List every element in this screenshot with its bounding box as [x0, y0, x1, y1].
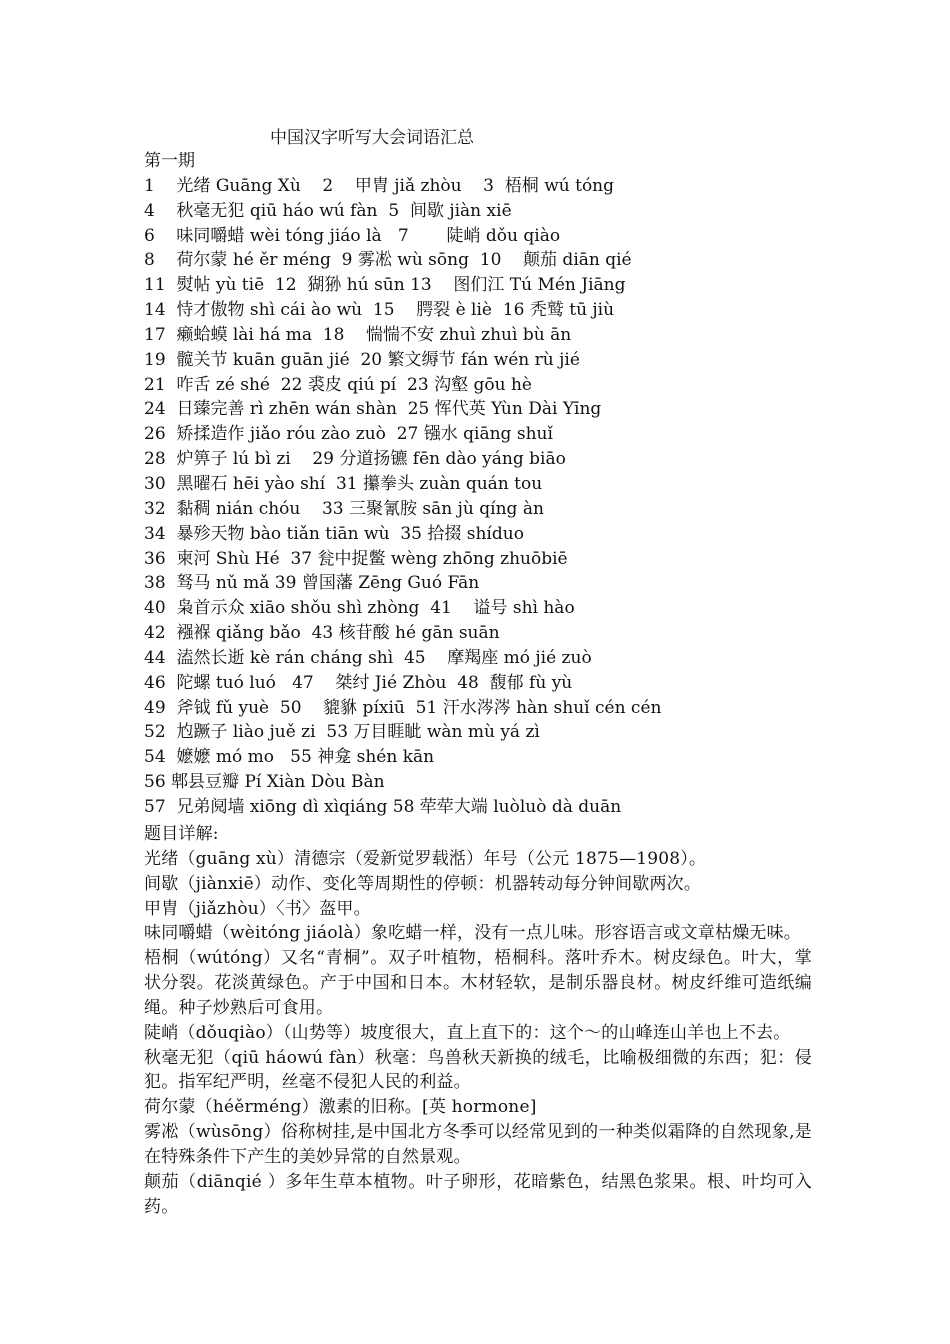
word-line: 38 驽马 nǔ mǎ 39 曾国藩 Zēng Guó Fān	[144, 573, 480, 594]
word-line: 30 黑曜石 hēi yào shí 31 攥拳头 zuàn quán tou	[144, 473, 543, 494]
word-line: 44 溘然长逝 kè rán cháng shì 45 摩羯座 mó jié zuò	[144, 647, 592, 668]
detail-paragraph: 味同嚼蜡（wèitóng jiáolà）象吃蜡一样，没有一点儿味。形容语言或文章枯燥无味。	[144, 923, 801, 944]
word-line: 52 尥蹶子 liào juě zi 53 万目睚眦 wàn mù yá zì	[144, 722, 540, 743]
detail-paragraph: 间歇（jiànxiē）动作、变化等周期性的停顿：机器转动每分钟间歇两次。	[144, 873, 702, 894]
word-line: 42 襁褓 qiǎng bǎo 43 核苷酸 hé gān suān	[144, 623, 500, 644]
word-line: 4 秋毫无犯 qiū háo wú fàn 5 间歇 jiàn xiē	[144, 200, 512, 221]
detail-paragraph: 秋毫无犯（qiū háowú fàn）秋毫：鸟兽秋天新换的绒毛，比喻极细微的东西；犯：侵犯。指军纪严明，丝毫不侵犯人民的利益。	[144, 1047, 812, 1093]
word-line: 32 黏稠 nián chóu 33 三聚氰胺 sān jù qíng àn	[144, 498, 544, 519]
section-heading: 第一期	[144, 151, 195, 171]
detail-paragraph: 陡峭（dǒuqiào）（山势等）坡度很大，直上直下的：这个～的山峰连山羊也上不去。	[144, 1022, 791, 1043]
word-line: 57 兄弟阋墙 xiōng dì xìqiáng 58 荦荦大端 luòluò dà duān	[144, 796, 622, 817]
word-line: 21 咋舌 zé shé 22 裘皮 qiú pí 23 沟壑 gōu hè	[144, 374, 532, 395]
detail-paragraph: 颠茄（diānqié ）多年生草本植物。叶子卵形，花暗紫色，结黑色浆果。根、叶均可入药。	[144, 1171, 812, 1217]
details-heading: 题目详解:	[144, 824, 219, 844]
word-line: 1 光绪 Guāng Xù 2 甲胄 jiǎ zhòu 3 梧桐 wú tóng	[144, 175, 615, 196]
word-line: 6 味同嚼蜡 wèi tóng jiáo là 7 陡峭 dǒu qiào	[144, 225, 561, 246]
word-line: 36 柬河 Shù Hé 37 瓮中捉鳖 wèng zhōng zhuōbiē	[144, 548, 568, 569]
word-line: 34 暴殄天物 bào tiǎn tiān wù 35 拾掇 shíduo	[144, 523, 524, 544]
word-line: 11 熨帖 yù tiē 12 猢狲 hú sūn 13 图们江 Tú Mén Jiāng	[144, 275, 626, 296]
word-line: 19 髋关节 kuān guān jié 20 繁文缛节 fán wén rù jié	[144, 349, 580, 370]
word-list	[144, 149, 824, 820]
document-title: 中国汉字听写大会词语汇总	[270, 128, 474, 148]
word-line: 46 陀螺 tuó luó 47 桀纣 Jié Zhòu 48 馥郁 fù yù	[144, 672, 573, 693]
word-line: 14 恃才傲物 shì cái ào wù 15 腭裂 è liè 16 秃鹫 tū jiù	[144, 300, 615, 321]
word-line: 49 斧钺 fǔ yuè 50 貔貅 píxiū 51 汗水涔涔 hàn shuǐ cén cén	[144, 697, 662, 718]
details-section	[144, 822, 812, 1220]
detail-paragraph: 甲胄（jiǎzhòu）〈书〉盔甲。	[144, 898, 371, 919]
word-line: 26 矫揉造作 jiǎo róu zào zuò 27 镪水 qiāng shuǐ	[144, 424, 553, 445]
detail-paragraph: 雾凇（wùsōng）俗称树挂,是中国北方冬季可以经常见到的一种类似霜降的自然现象,是在特殊条件下产生的美妙异常的自然景观。	[144, 1122, 812, 1167]
word-line: 40 枭首示众 xiāo shǒu shì zhòng 41 谥号 shì hào	[144, 598, 575, 619]
word-line: 8 荷尔蒙 hé ěr méng 9 雾凇 wù sōng 10 颠茄 diān qié	[144, 250, 632, 271]
word-line: 24 日臻完善 rì zhēn wán shàn 25 恽代英 Yùn Dài Yīng	[144, 399, 602, 420]
detail-paragraph: 梧桐（wútóng）又名“青桐”。双子叶植物，梧桐科。落叶乔木。树皮绿色。叶大，掌状分裂。花淡黄绿色。产于中国和日本。木材轻软，是制乐器良材。树皮纤维可造纸编绳。种子炒熟后可食用。	[144, 948, 812, 1018]
word-line: 28 炉箅子 lú bì zi 29 分道扬镳 fēn dào yáng biāo	[144, 449, 566, 470]
detail-paragraph: 荷尔蒙（héěrméng）激素的旧称。[英 hormone]	[144, 1097, 537, 1118]
word-line: 54 嬷嬷 mó mo 55 神龛 shén kān	[144, 747, 435, 768]
detail-paragraph: 光绪（guāng xù）清德宗（爱新觉罗载湉）年号（公元 1875—1908）。	[144, 848, 707, 869]
word-line: 56 郫县豆瓣 Pí Xiàn Dòu Bàn	[144, 772, 385, 793]
word-line: 17 癞蛤蟆 lài há ma 18 惴惴不安 zhuì zhuì bù ān	[144, 324, 572, 345]
